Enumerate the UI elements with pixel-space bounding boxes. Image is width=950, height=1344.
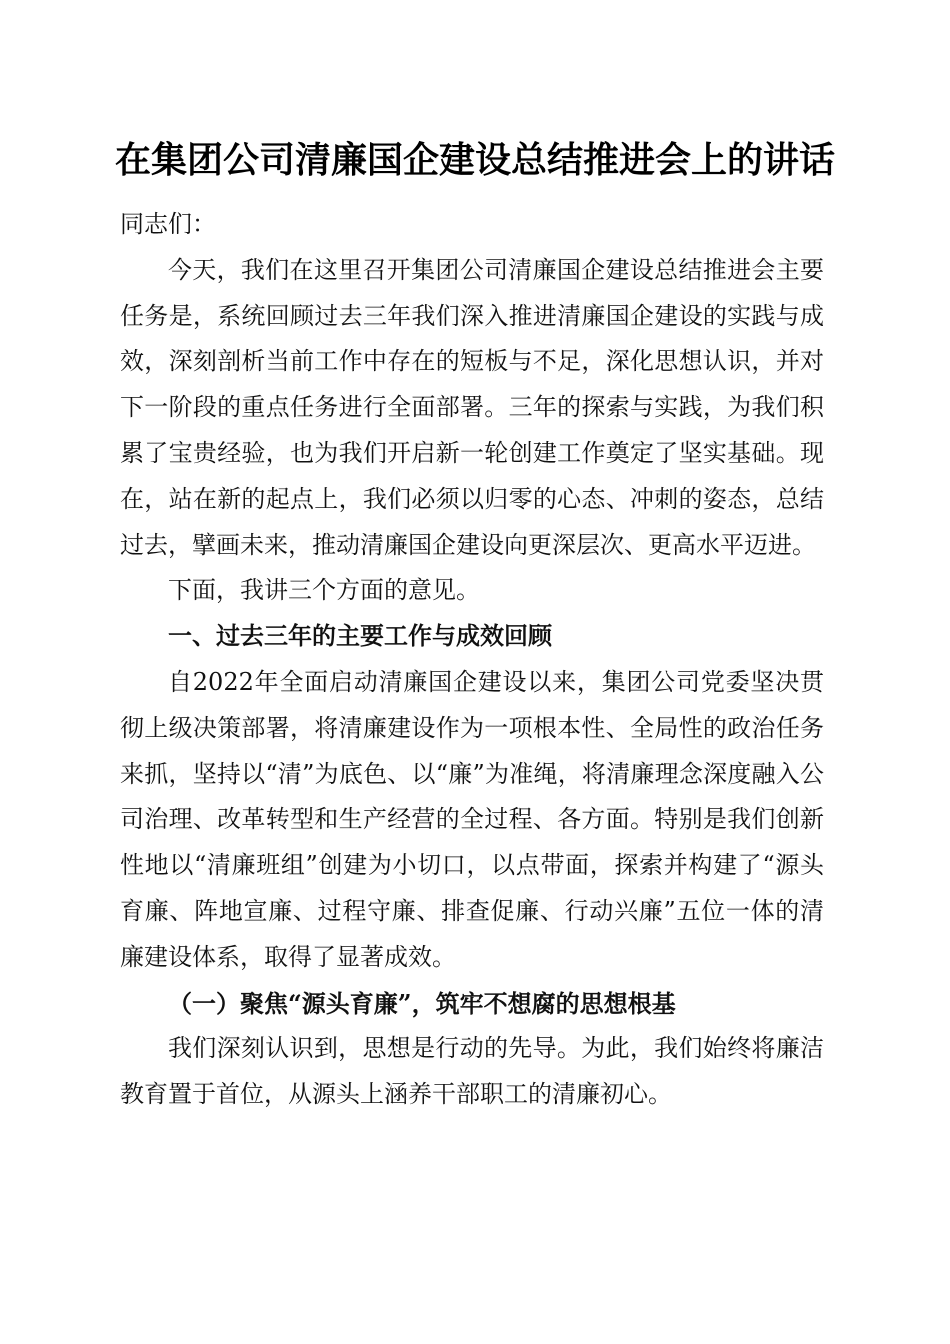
paragraph-source-education: 我们深刻认识到，思想是行动的先导。为此，我们始终将廉洁教育置于首位，从源头上涵养干部职工的清廉初心。 [120,1034,824,1109]
subsection-heading-1: （一）聚焦“源头育廉”，筑牢不想腐的思想根基 [168,988,676,1018]
paragraph-intro: 今天，我们在这里召开集团公司清廉国企建设总结推进会主要任务是，系统回顾过去三年我们深入推进清廉国企建设的实践与成效，深刻剖析当前工作中存在的短板与不足，深化思想认识，并对下一阶段的重点任务进行全面部署。三年的探索与实践，为我们积累了宝贵经验，也为我们开启新一轮创建工作奠定了坚实基础。现在，站在新的起点上，我们必须以归零的心态、冲刺的姿态，总结过去，擘画未来，推动清廉国企建设向更深层次、更高水平迈进。 [120,255,824,559]
paragraph-outline: 下面，我讲三个方面的意见。 [168,576,480,605]
paragraph-review: 自2022年全面启动清廉国企建设以来，集团公司党委坚决贯彻上级决策部署，将清廉建设作为一项根本性、全局性的政治任务来抓，坚持以“清”为底色、以“廉”为准绳，将清廉理念深度融入公司治理、改革转型和生产经营的全过程、各方面。特别是我们创新性地以“清廉班组”创建为小切口，以点带面，探索并构建了“源头育廉、阵地宣廉、过程守廉、排查促廉、行动兴廉”五位一体的清廉建设体系，取得了显著成效。 [120,667,824,971]
section-heading-1: 一、过去三年的主要工作与成效回顾 [168,622,552,651]
document-body [120,202,824,1118]
document-title: 在集团公司清廉国企建设总结推进会上的讲话 [114,139,835,181]
salutation: 同志们： [120,210,216,238]
